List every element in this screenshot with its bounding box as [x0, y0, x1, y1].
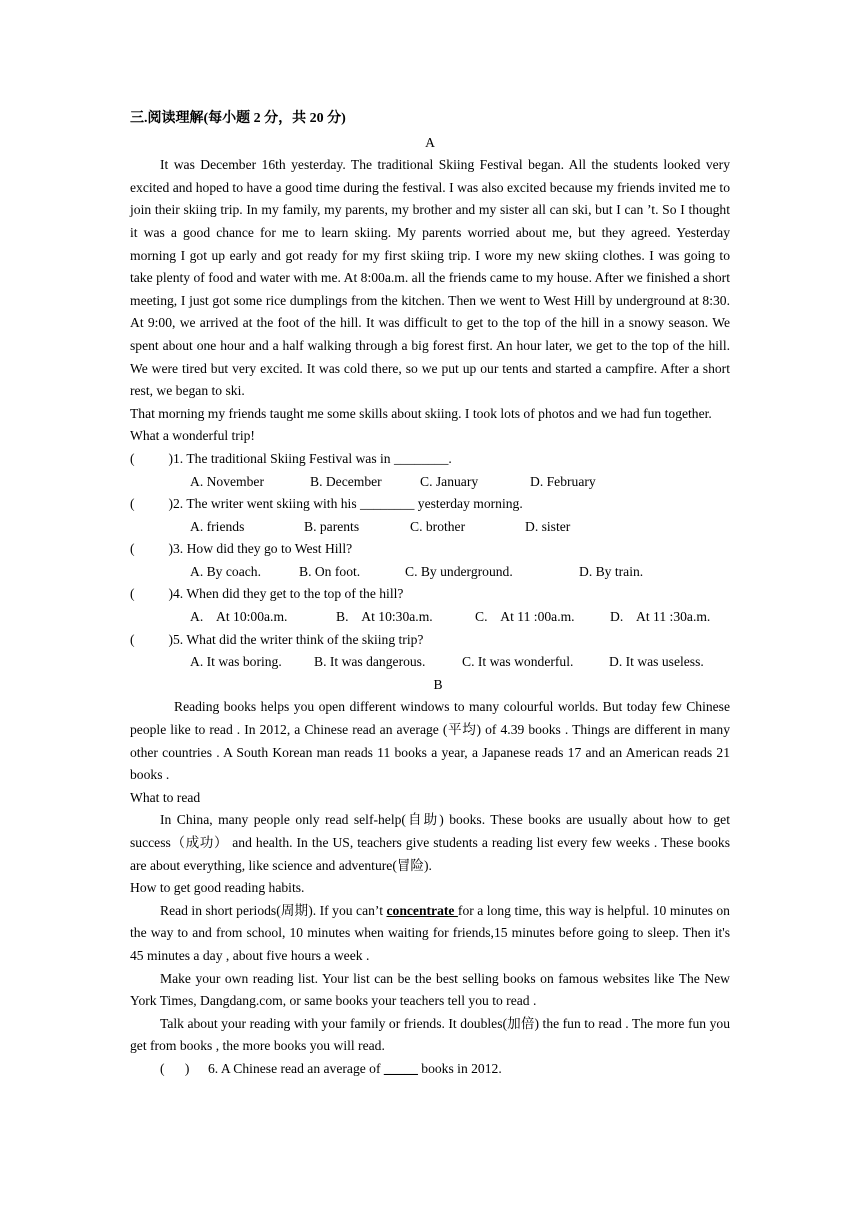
option-d: D. February [530, 473, 596, 489]
question-4-options [130, 606, 730, 629]
question-5 [130, 629, 730, 652]
option-d: D. sister [525, 518, 571, 534]
option-b: B. On foot. [299, 563, 361, 579]
option-d: D. By train. [579, 563, 644, 579]
paragraph-text: Read in short periods(周期). If you can’t [160, 902, 387, 918]
questions-a [130, 448, 730, 674]
passage-b-heading-what-to-read: What to read [130, 789, 201, 805]
option-a: A. By coach. [190, 563, 261, 579]
option-b: B. It was dangerous. [314, 654, 426, 670]
option-c: C. By underground. [405, 563, 513, 579]
stem-text: 6. A Chinese read an average of [208, 1060, 384, 1076]
passage-b-paragraph-5: Talk about your reading with your family or friends. It doubles(加倍) the fun to read . The more fun you get from books , the more books you will read. [130, 1015, 730, 1054]
question-stem: 1. The traditional Skiing Festival was in ________. [173, 450, 452, 466]
question-3-options [130, 561, 730, 584]
highlighted-word: concentrate [386, 902, 458, 918]
option-c: C. brother [410, 518, 466, 534]
paragraph-text: for a long time, this way is helpful. 10 minutes on the way to and from school, 10 minutes when waiting for friends,15 minutes before going to sleep. Then it's 45 minutes a day , about five hours a week . [130, 902, 730, 963]
option-a: A. It was boring. [190, 654, 282, 670]
question-2-options [130, 516, 730, 539]
passage-a-label: A [425, 134, 435, 150]
passage-b-paragraph-3 [130, 900, 730, 968]
answer-blank[interactable]: ( ) [130, 631, 174, 647]
option-d: D. At 11 :30a.m. [610, 609, 711, 625]
question-stem: 4. When did they get to the top of the hill? [173, 586, 404, 602]
option-c: C. It was wonderful. [462, 654, 574, 670]
question-stem: 3. How did they go to West Hill? [173, 541, 353, 557]
section-title: 三.阅读理解(每小题 2 分，共 20 分) [130, 111, 346, 126]
passage-b-heading-reading-habits: How to get good reading habits. [130, 880, 305, 896]
question-5-options [130, 651, 730, 674]
answer-blank[interactable]: ( ) [130, 586, 174, 602]
option-b: B. December [310, 473, 382, 489]
answer-blank[interactable]: ( ) [160, 1060, 190, 1076]
question-1-options [130, 471, 730, 494]
option-a: A. November [190, 473, 264, 489]
passage-a-paragraph-2: That morning my friends taught me some skills about skiing. I took lots of photos and we had fun together. What a wonderful trip! [130, 405, 712, 444]
passage-b-label: B [433, 676, 443, 692]
question-6 [130, 1058, 730, 1081]
option-b: B. At 10:30a.m. [336, 609, 433, 625]
answer-blank[interactable]: ( ) [130, 450, 174, 466]
passage-a-paragraph-1: It was December 16th yesterday. The traditional Skiing Festival began. All the students looked very excited and hoped to have a good time during the festival. I was also excited because my friends invited me to join their skiing trip. In my family, my parents, my brother and my sister all can ski, but I can ’t. So I thought it was a good chance for me to learn skiing. My parents worried about me, but they agreed. Yesterday morning I got up early and got ready for my first skiing trip. I wore my new skiing clothes. I was going to take plenty of food and water with me. At 8:00a.m. all the friends came to my house. After we finished a short meeting, I just got some rice dumplings from the kitchen. Then we went to West Hill by underground at 8:30. At 9:00, we arrived at the foot of the hill. It was difficult to get to the top of the hill in a snowy season. We spent about one hour and a half walking through a big forest first. An hour later, we get to the top of the hill. We were tired but very excited. It was cold there, so we put up our tents and started a campfire. After a short rest, we began to ski. [130, 157, 730, 399]
option-c: C. At 11 :00a.m. [475, 609, 575, 625]
stem-text: books in 2012. [417, 1060, 502, 1076]
exam-page [130, 108, 730, 1081]
option-d: D. It was useless. [609, 654, 704, 670]
passage-b-paragraph-4: Make your own reading list. Your list can be the best selling books on famous websites like The New York Times, Dangdang.com, or same books your teachers tell you to read . [130, 970, 730, 1009]
passage-b-paragraph-2: In China, many people only read self-help(自助) books. These books are usually about how to get success（成功） and health. In the US, teachers give students a reading list every few weeks . These books are about everything, like science and adventure(冒险). [130, 812, 730, 873]
question-4 [130, 583, 730, 606]
passage-b-paragraph-1: Reading books helps you open different windows to many colourful worlds. But today few Chinese people like to read . In 2012, a Chinese read an average (平均) of 4.39 books . Things are different in many other countries . A South Korean man reads 11 books a year, a Japanese reads 17 and an American reads 21 books . [130, 699, 730, 783]
option-a: A. At 10:00a.m. [190, 609, 288, 625]
answer-blank[interactable]: ( ) [130, 496, 174, 512]
question-3 [130, 538, 730, 561]
option-b: B. parents [304, 518, 360, 534]
option-a: A. friends [190, 518, 245, 534]
question-1 [130, 448, 730, 471]
question-stem [208, 1058, 502, 1081]
question-stem: 5. What did the writer think of the skiing trip? [173, 631, 424, 647]
answer-blank[interactable]: ( ) [130, 541, 174, 557]
option-c: C. January [420, 473, 479, 489]
question-2 [130, 493, 730, 516]
fill-blank: _____ [383, 1060, 418, 1076]
question-stem: 2. The writer went skiing with his ________ yesterday morning. [173, 496, 523, 512]
